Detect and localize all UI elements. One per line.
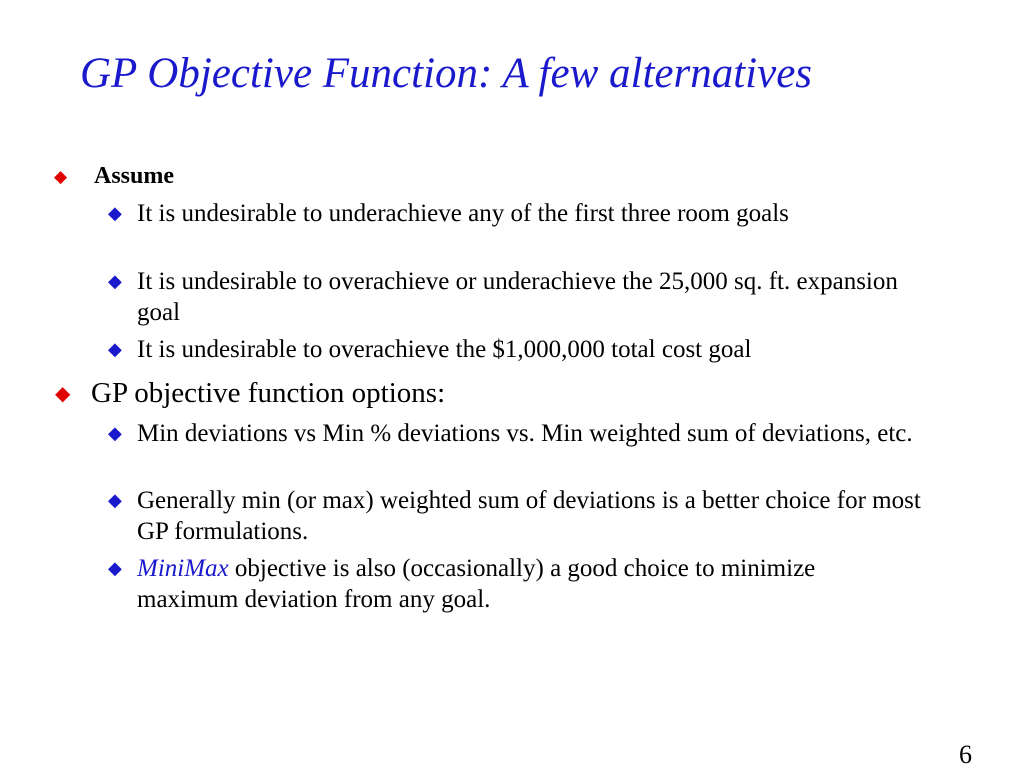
sub-bullet-text: It is undesirable to overachieve the $1,000,000 total cost goal	[137, 336, 752, 363]
sub-bullet-minimax	[108, 553, 917, 615]
diamond-icon: ◆	[108, 271, 122, 291]
diamond-icon: ◆	[108, 339, 122, 359]
sub-bullet-text	[137, 553, 917, 615]
bullet-assume-label: Assume	[94, 163, 175, 189]
sub-bullet	[108, 485, 937, 547]
minimax-description: objective is also (occasionally) a good choice to minimize maximum deviation from any goal.	[137, 555, 816, 613]
sub-bullet	[108, 198, 917, 229]
sub-bullet-text: It is undesirable to overachieve or underachieve the 25,000 sq. ft. expansion goal	[137, 268, 898, 326]
sub-bullet	[108, 334, 937, 365]
slide-title: GP Objective Function: A few alternatives	[80, 50, 813, 97]
page-number: 6	[959, 740, 972, 769]
diamond-icon: ◆	[54, 167, 68, 186]
diamond-icon: ◆	[108, 203, 122, 223]
sub-bullet-text: Min deviations vs Min % deviations vs. Min weighted sum of deviations, etc.	[137, 420, 913, 447]
bullet-options	[55, 375, 911, 411]
sub-bullet	[108, 418, 927, 449]
diamond-icon: ◆	[108, 490, 122, 510]
diamond-icon: ◆	[55, 383, 71, 405]
bullet-options-label: GP objective function options:	[91, 377, 446, 409]
sub-bullet-text: It is undesirable to underachieve any of the first three room goals	[137, 200, 789, 227]
sub-bullet-text: Generally min (or max) weighted sum of deviations is a better choice for most GP formulations.	[137, 487, 921, 545]
diamond-icon: ◆	[108, 558, 122, 578]
diamond-icon: ◆	[108, 423, 122, 443]
sub-bullet	[108, 266, 917, 328]
bullet-assume	[54, 161, 914, 191]
minimax-term: MiniMax	[137, 555, 229, 582]
